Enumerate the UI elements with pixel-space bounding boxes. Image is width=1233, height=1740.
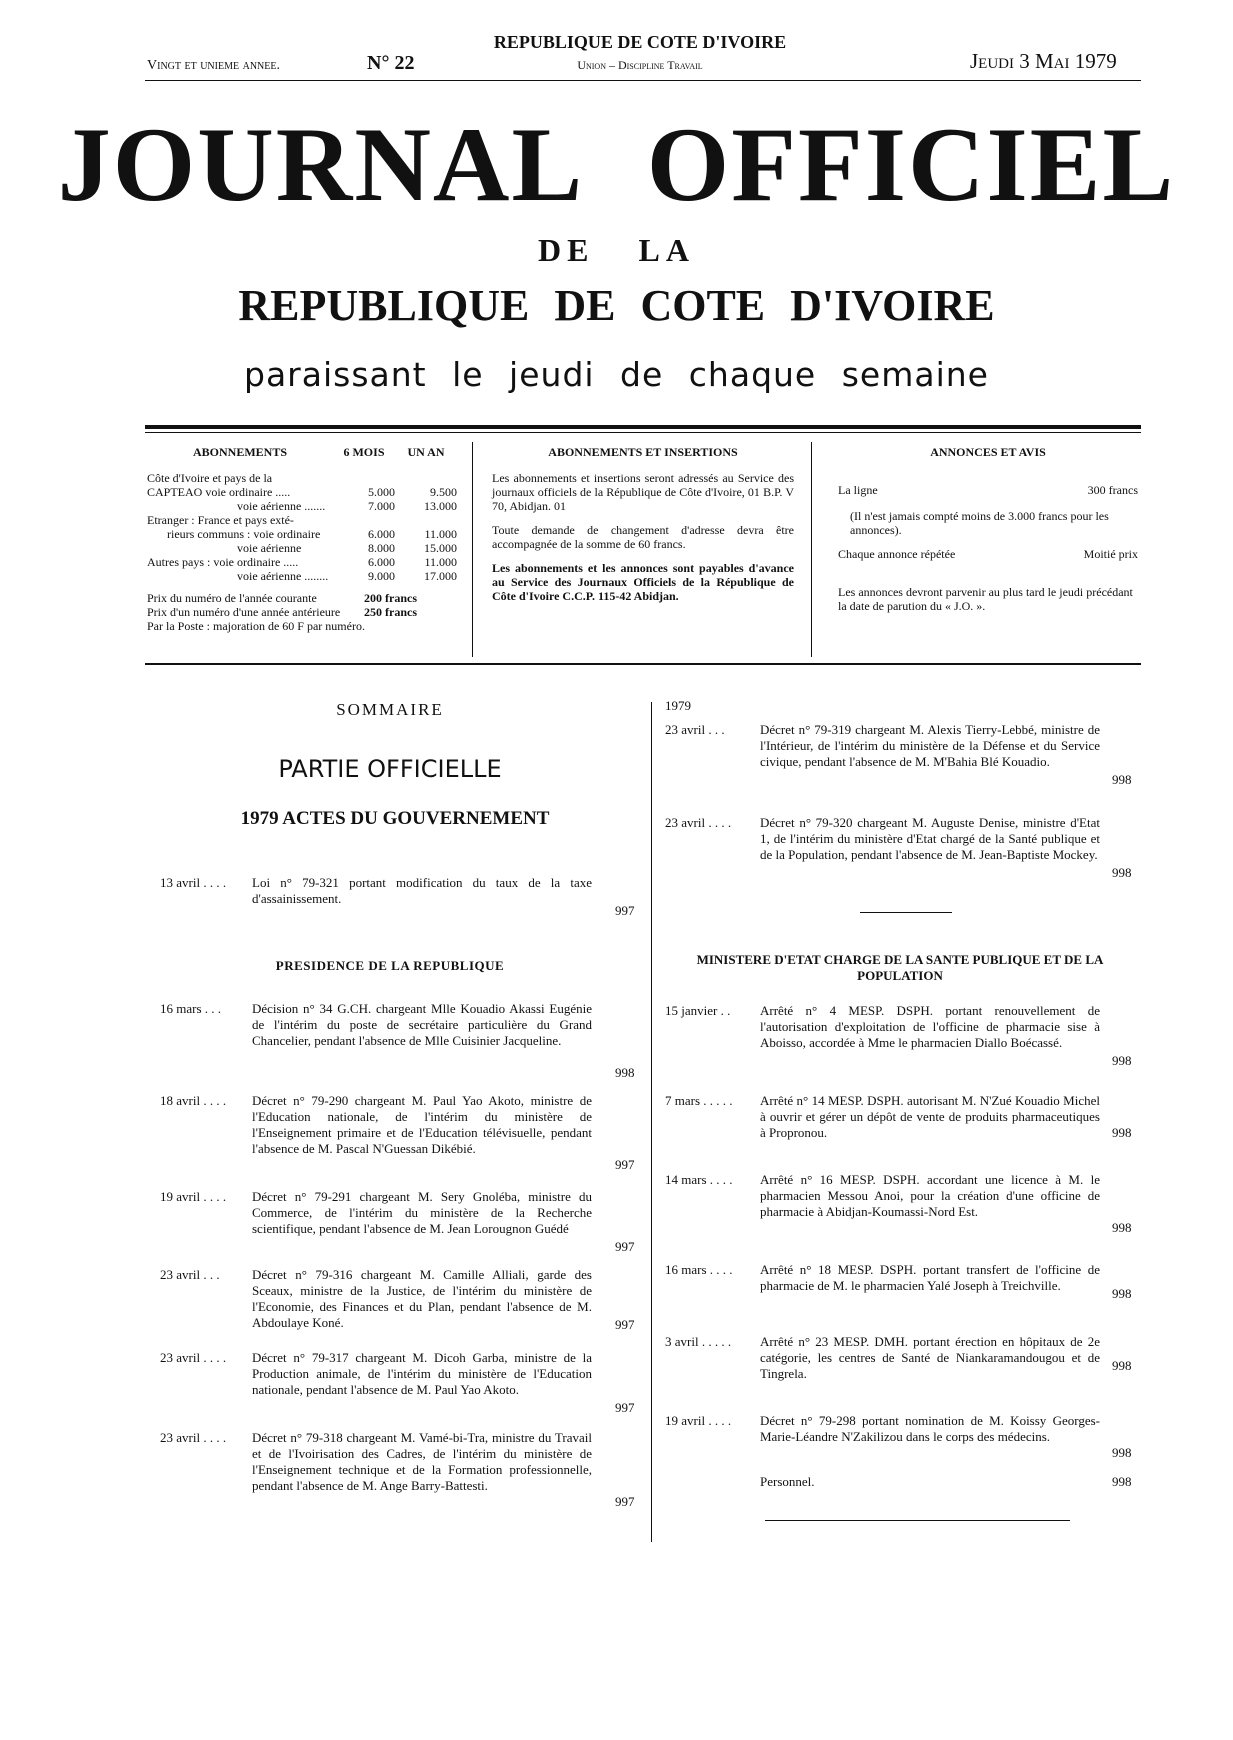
- masthead-de-la: DE LA: [538, 232, 695, 268]
- entry-text: Décret n° 79-320 chargeant M. Auguste Denise, ministre d'Etat 1, de l'intérim du ministère d'Etat chargé de la Santé publique et de la Population, pendant l'absence de M. Jean-Baptiste Mockey.: [760, 815, 1100, 862]
- entry-date: 16 mars . . .: [160, 1001, 222, 1016]
- price-label: Prix du numéro de l'année courante: [147, 591, 317, 605]
- sommaire-entry: [160, 875, 640, 919]
- abonnements-col1: 6 MOIS: [343, 445, 385, 459]
- rate-un-an: [395, 513, 457, 527]
- issue-number: N° 22: [367, 52, 415, 74]
- annonces-heading: ANNONCES ET AVIS: [930, 445, 1046, 459]
- entry-text: Arrêté n° 16 MESP. DSPH. accordant une licence à M. le pharmacien Messou Anoi, pour la création d'une officine de pharmacie à Abidjan-Koumassi-Nord Est.: [760, 1172, 1100, 1219]
- header-rule: [145, 80, 1141, 81]
- entry-text: Décret n° 79-316 chargeant M. Camille Alliali, garde des Sceaux, ministre de la Justice, de l'intérim du ministère de l'Economie, des Finances et du Plan, pendant l'absence de M. Abdoulaye Koné.: [252, 1267, 592, 1330]
- insertions-box: [492, 445, 794, 660]
- rate-row: [147, 569, 457, 583]
- rate-6-mois: [343, 513, 395, 527]
- entry-date: 18 avril . . . .: [160, 1093, 227, 1108]
- box-bottom-rule: [145, 663, 1141, 665]
- entry-page: 998: [1112, 1220, 1132, 1235]
- entry-date: 23 avril . . .: [665, 722, 725, 737]
- entry-date: 3 avril . . . . .: [665, 1334, 732, 1349]
- entry-text: Décret n° 79-290 chargeant M. Paul Yao Akoto, ministre de l'Education nationale, de l'intérim du ministère de l'Enseignement primaire et de l'Education télévisuelle, pendant l'absence de M. Pascal N'Guessan Dikébié.: [252, 1093, 592, 1156]
- rate-un-an: 9.500: [430, 485, 457, 499]
- entry-page: 997: [615, 1317, 635, 1332]
- annonces-repetee-label: Chaque annonce répétée: [838, 547, 956, 561]
- entry-text: Arrêté n° 18 MESP. DSPH. portant transfert de l'officine de pharmacie de M. le pharmacien Yalé Joseph à Treichville.: [760, 1262, 1100, 1293]
- header-republic: REPUBLIQUE DE COTE D'IVOIRE: [493, 32, 787, 52]
- entry-date: 23 avril . . . .: [665, 815, 732, 830]
- sommaire-entry: [160, 1189, 640, 1255]
- sommaire-entry: [665, 815, 1145, 881]
- ministere-heading: MINISTERE D'ETAT CHARGE DE LA SANTE PUBLIQUE ET DE LA POPULATION: [696, 952, 1104, 983]
- rate-row: [147, 499, 457, 513]
- entry-page: 998: [1112, 1053, 1132, 1068]
- rate-6-mois: 7.000: [368, 499, 395, 513]
- price-row: [147, 619, 457, 633]
- sommaire-entry: [160, 1350, 640, 1416]
- rate-label: Etranger : France et pays exté-: [147, 513, 294, 527]
- year-label: Vingt et unieme annee.: [147, 58, 280, 73]
- entry-page: 997: [615, 1157, 635, 1172]
- rate-6-mois: [343, 471, 395, 485]
- entry-page: 997: [615, 1400, 635, 1415]
- entry-date: 7 mars . . . . .: [665, 1093, 733, 1108]
- insertions-p2: Toute demande de changement d'adresse devra être accompagnée de la somme de 60 francs.: [492, 523, 794, 551]
- rate-un-an: 15.000: [424, 541, 457, 555]
- box-divider-2: [811, 442, 812, 657]
- entry-text: Décret n° 79-319 chargeant M. Alexis Tierry-Lebbé, ministre de l'Intérieur, de l'intérim du ministère de la Défense et du Service civique, pendant l'absence de M. M'Bahia Blé Kouadio.: [760, 722, 1100, 769]
- column-divider: [651, 702, 652, 1542]
- entry-page: 998: [1112, 1125, 1132, 1140]
- box-top-rule: [145, 425, 1141, 429]
- entry-text: Décret n° 79-318 chargeant M. Vamé-bi-Tra, ministre du Travail et de l'Ivoirisation des Cadres, de l'intérim du ministère de l'Enseignement technique et de la Formation professionnelle, pendant l'absence de M. Ange Barry-Battesti.: [252, 1430, 592, 1493]
- entry-page: 998: [615, 1065, 635, 1080]
- entry-text: Décision n° 34 G.CH. chargeant Mlle Kouadio Akassi Eugénie de l'intérim du poste de secrétaire particulière du Grand Chancelier, pendant l'absence de Mlle Cuisinier Jacqueline.: [252, 1001, 592, 1048]
- bottom-rule: [765, 1520, 1070, 1521]
- rate-table: [147, 471, 457, 583]
- annonces-deadline: Les annonces devront parvenir au plus tard le jeudi précédant la date de parution du « J.O. ».: [838, 585, 1133, 613]
- header-motto: Union – Discipline Travail: [577, 58, 703, 72]
- entry-page: 998: [1112, 772, 1132, 787]
- entry-text: Loi n° 79-321 portant modification du taux de la taxe d'assainissement.: [252, 875, 592, 906]
- price-value: 250 francs: [364, 605, 417, 619]
- entry-date: 16 mars . . . .: [665, 1262, 733, 1277]
- rate-label: Autres pays : voie ordinaire .....: [147, 555, 299, 569]
- price-value: [417, 619, 457, 633]
- entry-date: 23 avril . . .: [160, 1267, 220, 1282]
- rate-row: [147, 555, 457, 569]
- insertions-p1: Les abonnements et insertions seront adressés au Service des journaux officiels de la République de Côte d'Ivoire, 01 B.P. V 70, Abidjan. 01: [492, 471, 794, 513]
- insertions-heading: ABONNEMENTS ET INSERTIONS: [548, 445, 738, 459]
- sommaire-entry: [665, 1334, 1145, 1381]
- masthead-title: JOURNAL OFFICIEL: [57, 106, 1176, 223]
- insertions-p3: Les abonnements et les annonces sont payables d'avance au Service des Journaux Officiels de la République de Côte d'Ivoire C.C.P. 115-42 Abidjan.: [492, 561, 794, 603]
- rate-label: Côte d'Ivoire et pays de la: [147, 471, 273, 485]
- sommaire-entry: [160, 1267, 640, 1333]
- rate-label: CAPTEAO voie ordinaire .....: [147, 485, 291, 499]
- entry-page: 997: [615, 1494, 635, 1509]
- masthead-republic: REPUBLIQUE DE COTE D'IVOIRE: [238, 281, 995, 330]
- presidence-heading: PRESIDENCE DE LA REPUBLIQUE: [275, 958, 505, 973]
- entry-page: 998: [1112, 865, 1132, 880]
- annonces-note: (Il n'est jamais compté moins de 3.000 francs pour les annonces).: [850, 509, 1109, 537]
- rate-un-an: 11.000: [424, 555, 457, 569]
- entry-text: Arrêté n° 14 MESP. DSPH. autorisant M. N'Zué Kouadio Michel à ouvrir et gérer un dépôt de vente de produits pharmaceutiques à Propronou.: [760, 1093, 1100, 1140]
- entry-page: 997: [615, 903, 635, 918]
- price-label: Par la Poste : majoration de 60 F par numéro.: [147, 619, 365, 633]
- sommaire-entry: [665, 1262, 1145, 1302]
- rate-row: [147, 513, 457, 527]
- entry-page: 998: [1112, 1358, 1132, 1373]
- entry-text: Décret n° 79-298 portant nomination de M. Koissy Georges-Marie-Léandre N'Zakilizou dans le corps des médecins.: [760, 1413, 1100, 1444]
- sommaire-entry: [160, 1093, 640, 1173]
- sommaire-entry: [665, 1003, 1145, 1069]
- abonnements-col2: UN AN: [407, 445, 445, 459]
- rate-6-mois: 6.000: [368, 527, 395, 541]
- entry-date: 14 mars . . . .: [665, 1172, 733, 1187]
- price-row: [147, 605, 457, 619]
- entry-date: 23 avril . . . .: [160, 1430, 227, 1445]
- rate-row: [147, 485, 457, 499]
- rate-un-an: 17.000: [424, 569, 457, 583]
- price-list: [147, 591, 457, 633]
- price-label: Prix d'un numéro d'une année antérieure: [147, 605, 341, 619]
- rate-un-an: 11.000: [424, 527, 457, 541]
- actes-heading: 1979 ACTES DU GOUVERNEMENT: [240, 808, 550, 829]
- right-separator: [860, 912, 952, 913]
- abonnements-box: [147, 445, 457, 660]
- entry-text: Arrêté n° 23 MESP. DMH. portant érection en hôpitaux de 2e catégorie, les centres de Santé de Niankaramandougou et de Tingrela.: [760, 1334, 1100, 1381]
- masthead-tagline: paraissant le jeudi de chaque semaine: [244, 355, 989, 394]
- entry-date: 15 janvier . .: [665, 1003, 731, 1018]
- rate-un-an: 13.000: [424, 499, 457, 513]
- rate-6-mois: 5.000: [368, 485, 395, 499]
- partie-officielle: PARTIE OFFICIELLE: [278, 755, 502, 783]
- rate-6-mois: 8.000: [368, 541, 395, 555]
- sommaire-entry: [665, 1413, 1145, 1461]
- price-value: 200 francs: [364, 591, 417, 605]
- sommaire-entry: [665, 1474, 1145, 1490]
- sommaire-entry: [665, 1172, 1145, 1236]
- rate-label: voie aérienne .......: [237, 499, 326, 513]
- box-divider-1: [472, 442, 473, 657]
- rate-un-an: [395, 471, 457, 485]
- rate-row: [147, 541, 457, 555]
- entry-date: 23 avril . . . .: [160, 1350, 227, 1365]
- entry-text: Décret n° 79-291 chargeant M. Sery Gnoléba, ministre du Commerce, de l'intérim du ministère de la Recherche scientifique, pendant l'absence de M. Jean Lorougnon Guédé: [252, 1189, 592, 1236]
- sommaire-title: SOMMAIRE: [336, 700, 444, 719]
- right-year: 1979: [665, 698, 691, 713]
- sommaire-entry: [665, 1093, 1145, 1141]
- sommaire-entry: [160, 1001, 640, 1081]
- annonces-ligne-value: 300 francs: [1087, 483, 1138, 497]
- entry-page: 997: [615, 1239, 635, 1254]
- sommaire-entry: [160, 1430, 640, 1510]
- rate-6-mois: 9.000: [368, 569, 395, 583]
- entry-date: 13 avril . . . .: [160, 875, 227, 890]
- rate-row: [147, 471, 457, 485]
- box-top-rule-thin: [145, 432, 1141, 433]
- rate-label: rieurs communs : voie ordinaire: [167, 527, 321, 541]
- sommaire-entry: [665, 722, 1145, 788]
- issue-date: Jeudi 3 Mai 1979: [970, 49, 1117, 73]
- entry-text: Arrêté n° 4 MESP. DSPH. portant renouvellement de l'autorisation d'exploitation de l'officine de pharmacie sise à Aboisso, accordée à Mme le pharmacien Diallo Boécassé.: [760, 1003, 1100, 1050]
- abonnements-heading: ABONNEMENTS: [192, 445, 287, 459]
- entry-date: 19 avril . . . .: [665, 1413, 732, 1428]
- entry-date: 19 avril . . . .: [160, 1189, 227, 1204]
- price-row: [147, 591, 457, 605]
- rate-label: voie aérienne ........: [237, 569, 329, 583]
- entry-page: 998: [1112, 1445, 1132, 1460]
- entry-text: Décret n° 79-317 chargeant M. Dicoh Garba, ministre de la Production animale, de l'intérim du ministère de l'Education nationale, pendant l'absence de M. Paul Yao Akoto.: [252, 1350, 592, 1397]
- annonces-repetee-value: Moitié prix: [1083, 547, 1138, 561]
- rate-label: voie aérienne: [237, 541, 302, 555]
- entry-text: Personnel.: [760, 1474, 815, 1489]
- rate-row: [147, 527, 457, 541]
- annonces-ligne-label: La ligne: [838, 483, 878, 497]
- rate-6-mois: 6.000: [368, 555, 395, 569]
- entry-page: 998: [1112, 1474, 1132, 1489]
- entry-page: 998: [1112, 1286, 1132, 1301]
- annonces-box: [838, 445, 1138, 660]
